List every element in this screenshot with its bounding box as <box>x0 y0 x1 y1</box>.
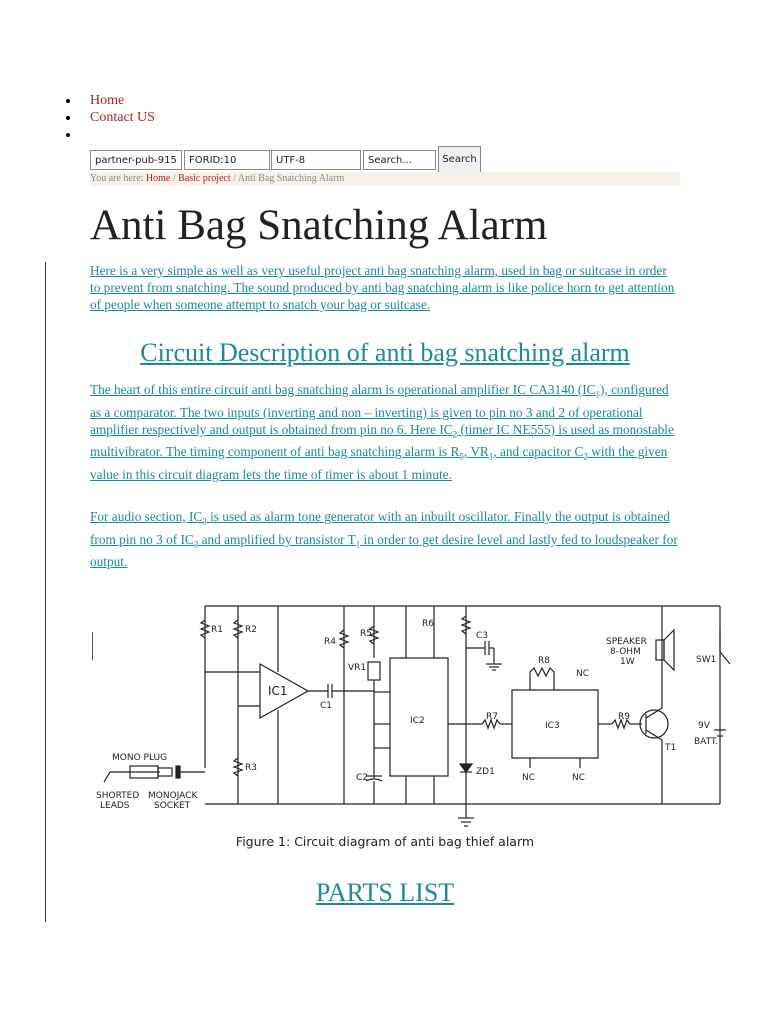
nav-item-home[interactable] <box>66 92 155 109</box>
label-shorted: SHORTED <box>96 791 140 801</box>
nav-item-contact[interactable] <box>66 109 155 126</box>
label-r3: R3 <box>245 763 257 773</box>
label-socket: SOCKET <box>154 801 191 811</box>
breadcrumb-sep: / <box>230 173 238 184</box>
label-c3: C3 <box>476 631 489 641</box>
circuit-paragraph-1[interactable]: The heart of this entire circuit anti bag snatching alarm is operational amplifier IC CA3140 $(IC_1)$, configured as a comparator. The two inputs (inverting and non – inverting) is given to pin no 3 and 2 of operational amplifier respectively and output is obtained from pin no 6. Here $IC_2$ (timer IC NE555) is used as monostable multivibrator. The timing component of anti bag snatching alarm is $R_5$, $VR_1$, and capacitor $C_2$ with the given value in this circuit diagram lets the time of timer is about 1 minute. <box>90 382 674 482</box>
encoding-field[interactable] <box>271 150 361 170</box>
label-nc-right: NC <box>572 773 586 783</box>
label-r5: R5 <box>360 629 372 639</box>
label-sw1: SW1 <box>696 655 717 665</box>
search-button[interactable]: Search <box>438 146 481 173</box>
search-input[interactable] <box>363 150 436 170</box>
nav-link-contact[interactable]: Contact US <box>90 110 155 125</box>
label-speaker: SPEAKER <box>606 637 647 647</box>
label-batt-v: 9V <box>698 721 710 731</box>
breadcrumb-home[interactable]: Home <box>145 173 171 184</box>
circuit-diagram-svg <box>90 578 730 854</box>
page-title: Anti Bag Snatching Alarm <box>90 202 548 249</box>
label-r6: R6 <box>422 619 434 629</box>
partner-id-field[interactable] <box>90 150 182 170</box>
label-ic3: IC3 <box>545 721 560 731</box>
forid-field[interactable] <box>184 150 270 170</box>
label-r1: R1 <box>211 625 223 635</box>
label-c2: C2 <box>356 773 369 783</box>
label-nc-top: NC <box>576 669 590 679</box>
figure-caption: Figure 1: Circuit diagram of anti bag thief alarm <box>235 834 535 849</box>
label-mono-plug: MONO PLUG <box>112 753 168 763</box>
bullet-icon <box>66 133 70 137</box>
label-monojack: MONOJACK <box>148 791 198 801</box>
breadcrumb-current: Anti Bag Snatching Alarm <box>237 173 345 184</box>
breadcrumb-sep: / <box>170 173 179 184</box>
label-r2: R2 <box>245 625 257 635</box>
label-c1: C1 <box>320 701 333 711</box>
parts-list-heading[interactable]: PARTS LIST <box>315 878 455 907</box>
nav-menu <box>66 92 155 143</box>
circuit-diagram <box>90 578 730 854</box>
label-zd1: ZD1 <box>476 767 495 777</box>
label-r7: R7 <box>486 712 498 722</box>
breadcrumb <box>90 172 680 186</box>
bullet-icon <box>66 99 70 103</box>
section-heading-circuit[interactable]: Circuit Description of anti bag snatching alarm <box>140 338 630 367</box>
breadcrumb-section[interactable]: Basic project <box>178 173 231 184</box>
label-r8: R8 <box>538 656 550 666</box>
left-divider <box>45 262 46 922</box>
bullet-icon <box>66 116 70 120</box>
nav-link-home[interactable]: Home <box>90 93 125 108</box>
label-leads: LEADS <box>100 801 130 811</box>
label-batt: BATT. <box>694 737 719 747</box>
label-vr1: VR1 <box>348 663 367 673</box>
label-watt: 1W <box>620 657 635 667</box>
label-t1: T1 <box>665 743 677 753</box>
label-r4: R4 <box>324 637 336 647</box>
label-ic2: IC2 <box>410 716 425 726</box>
label-ic1: IC1 <box>268 684 288 698</box>
label-r9: R9 <box>618 712 630 722</box>
label-ohm: 8-OHM <box>610 647 641 657</box>
label-nc-left: NC <box>522 773 536 783</box>
breadcrumb-prefix: You are here: <box>90 173 146 184</box>
nav-item-empty <box>66 126 155 143</box>
circuit-paragraph-2[interactable]: For audio section, $IC_3$ is used as alarm tone generator with an inbuilt oscillator. Finally the output is obtained from pin no 3 of $IC_3$ and amplified by transistor $T_1$ in order to get desire level and lastly fed to loudspeaker for output. <box>90 509 678 570</box>
intro-paragraph[interactable]: Here is a very simple as well as very useful project anti bag snatching alarm, used in bag or suitcase in order to prevent from snatching. The sound produced by anti bag snatching alarm is like police horn to get attention of people when someone attempt to snatch your bag or suitcase. <box>90 263 675 312</box>
